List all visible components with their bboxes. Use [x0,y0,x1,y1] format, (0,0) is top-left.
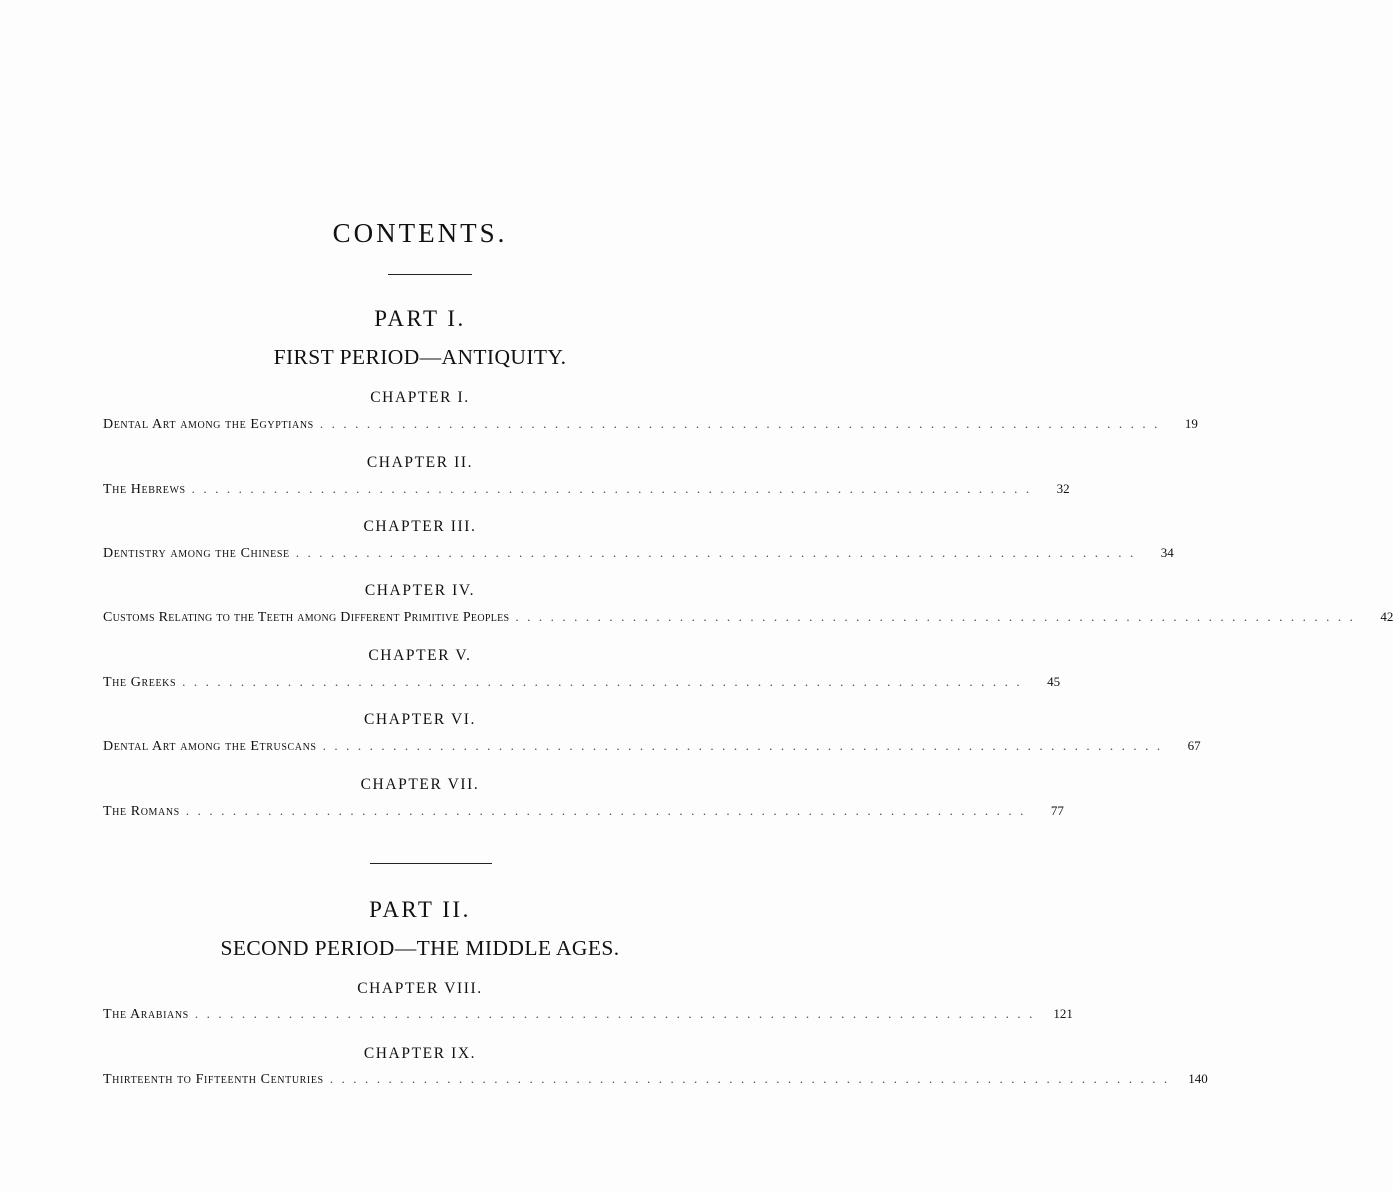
leader-dots: ........................................................................ [191,481,1038,496]
entry-title: The Romans [103,804,180,819]
toc-entry-chapter-3[interactable] [103,545,1174,565]
leader-dots: ........................................................................ [182,674,1029,689]
entry-page-number: 42 [1380,609,1393,624]
entry-title: Dental Art among the Etruscans [103,739,317,754]
toc-entry-chapter-1[interactable] [103,416,1198,436]
entry-title: The Greeks [103,675,177,690]
entry-page-number: 140 [1188,1071,1208,1086]
toc-entry-chapter-4[interactable] [103,609,1393,629]
entry-title: The Arabians [103,1007,189,1022]
toc-entry-chapter-2[interactable] [103,481,1070,501]
chapter-1-heading: CHAPTER I. [370,389,470,406]
contents-title: CONTENTS. [332,218,508,248]
leader-dots: ........................................................................ [329,1071,1176,1086]
chapter-2-heading: CHAPTER II. [366,454,474,471]
leader-dots: ........................................................................ [322,738,1169,753]
entry-title: The Hebrews [103,482,186,497]
toc-entry-chapter-7[interactable] [103,803,1064,823]
leader-dots: ........................................................................ [515,609,1362,624]
entry-page-number: 45 [1047,674,1061,689]
leader-dots: ........................................................................ [185,803,1032,818]
entry-page-number: 121 [1053,1006,1073,1021]
chapter-5-heading: CHAPTER V. [368,647,472,664]
title-divider [388,274,472,275]
leader-dots: ........................................................................ [194,1006,1041,1021]
chapter-9-heading: CHAPTER IX. [363,1045,477,1062]
part-2-title: PART II. [369,897,471,922]
part-divider [370,863,492,864]
chapter-3-heading: CHAPTER III. [363,518,477,535]
toc-entry-chapter-8[interactable] [103,1006,1073,1026]
leader-dots: ........................................................................ [319,416,1166,431]
toc-entry-chapter-6[interactable] [103,738,1201,758]
part-2-period: SECOND PERIOD—THE MIDDLE AGES. [220,936,620,960]
entry-page-number: 34 [1160,545,1174,560]
chapter-6-heading: CHAPTER VI. [363,711,477,728]
entry-title: Thirteenth to Fifteenth Centuries [103,1072,324,1087]
chapter-7-heading: CHAPTER VII. [360,776,480,793]
entry-title: Dental Art among the Egyptians [103,417,314,432]
chapter-8-heading: CHAPTER VIII. [357,980,483,997]
entry-page-number: 19 [1184,416,1198,431]
entry-page-number: 32 [1056,481,1070,496]
part-1-title: PART I. [374,306,466,331]
part-1-period: FIRST PERIOD—ANTIQUITY. [273,345,567,369]
chapter-4-heading: CHAPTER IV. [364,582,476,599]
entry-page-number: 77 [1050,803,1064,818]
toc-entry-chapter-9[interactable] [103,1071,1208,1091]
entry-title: Customs Relating to the Teeth among Different Primitive Peoples [103,610,510,625]
toc-entry-chapter-5[interactable] [103,674,1061,694]
entry-page-number: 67 [1187,738,1201,753]
leader-dots: ........................................................................ [295,545,1142,560]
entry-title: Dentistry among the Chinese [103,546,290,561]
